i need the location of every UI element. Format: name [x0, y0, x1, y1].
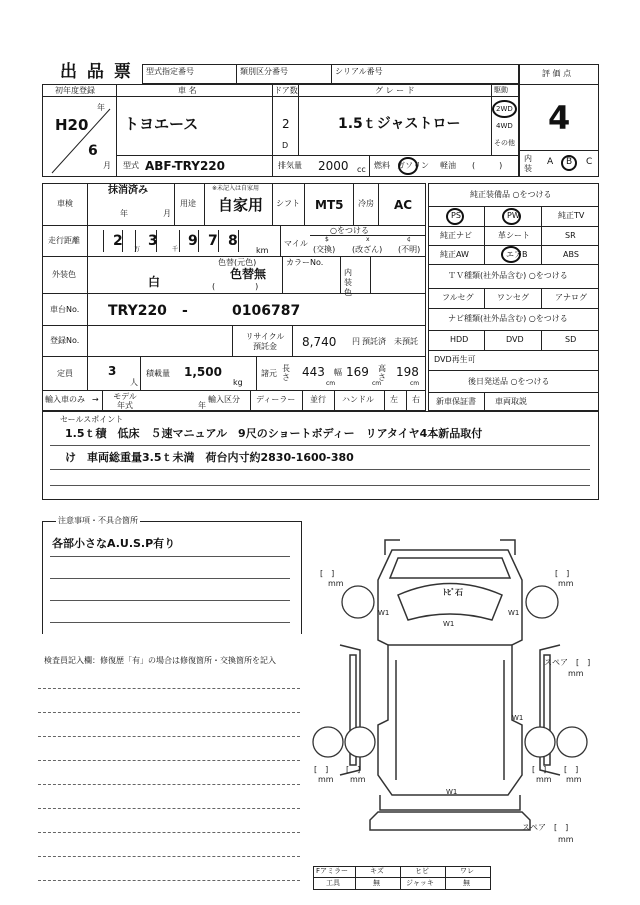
import-label: 輸入車のみ [45, 395, 85, 404]
mm-front-right: mm [558, 579, 574, 588]
recycle-value: 8,740 [302, 335, 337, 349]
usage-value: 自家用 [218, 196, 264, 214]
opt-abs: ABS [563, 250, 579, 259]
notes-label: 注意事項・不具合箇所 [58, 516, 138, 525]
navi-dvd: DVD [506, 335, 524, 344]
interior-c: C [586, 157, 593, 167]
import-category-label: 輸入区分 [208, 395, 240, 404]
color-change-value: 色替無 [230, 267, 267, 281]
w1-front-left: W1 [378, 609, 390, 617]
mileage-digit-2: 3 [148, 233, 158, 249]
notes-line1: 各部小さなA.U.S.P有り [52, 537, 176, 550]
eq-r2-c1: 工具 [326, 879, 340, 887]
navi-title: ナビ種類(社外品含む) ○をつける [448, 314, 568, 323]
mileage-digit-1: 2 [113, 233, 123, 249]
import-parallel: 並行 [310, 395, 326, 404]
load-value: 1,500 [184, 365, 222, 379]
category-box [236, 64, 332, 84]
mileage-unit: km [256, 246, 269, 255]
chassis-prefix: TRY220 [108, 303, 167, 319]
eq-r1-c2: キズ [370, 867, 384, 875]
opt-tv: 純正TV [558, 211, 585, 220]
dims-wid-value: 169 [346, 365, 369, 379]
mm-rear-right2: mm [566, 775, 582, 784]
import-model-year: モデル年式 [113, 392, 137, 410]
opt-airbag: エアB [506, 250, 528, 259]
mileage-label: 走行距離 [48, 236, 80, 245]
reg-no-label: 登録No. [50, 336, 80, 345]
svg-text:[ ]: [ ] [555, 569, 570, 578]
opt-airbag-circle [501, 246, 521, 263]
svg-text:[ ]: [ ] [314, 765, 329, 774]
opt-pw: PW [507, 211, 520, 220]
import-left: 左 [390, 395, 398, 404]
mileage-sen: 千 [172, 246, 179, 253]
displacement-value: 2000 [318, 159, 349, 173]
usage-label: 用途 [180, 199, 196, 208]
drive-label: 駆動 [494, 86, 508, 94]
wheel-rear-right-inner [525, 727, 555, 757]
ac-value: AC [394, 198, 413, 212]
first-reg-label: 初年度登録 [55, 86, 95, 95]
wheel-front-right [526, 586, 558, 618]
serial-box [331, 64, 519, 84]
dims-wid-label: 幅 [334, 368, 342, 377]
w1-front-right: W1 [508, 609, 520, 617]
document-title: 出 品 票 [60, 62, 133, 82]
navi-hdd: HDD [450, 335, 469, 344]
w1-windshield: W1 [443, 620, 455, 628]
model-label: 型式 [123, 161, 139, 170]
opt-leather: 革シート [498, 231, 530, 240]
recycle-status2: 未預託 [394, 337, 418, 346]
mile-opt-unknown: (不明) [398, 245, 421, 254]
car-name-value: トヨエース [124, 115, 199, 133]
eq-r2-c4: 無 [463, 879, 470, 887]
svg-text:[ ]: [ ] [576, 658, 591, 667]
opt-ps-circle [446, 208, 464, 225]
dims-hgt-label: 高さ [378, 364, 386, 382]
w1-rear-right: W1 [512, 714, 524, 722]
usage-note: ※未記入は自家用 [212, 185, 260, 192]
color-label: 外装色 [52, 270, 76, 279]
type-cert-box [142, 64, 237, 84]
recycle-unit: 円 [352, 337, 360, 346]
eq-r2-c2: 無 [373, 879, 380, 887]
spare-top-label: スペア [544, 658, 568, 667]
year-unit: 年 [97, 103, 105, 112]
drive-other: その他 [494, 139, 515, 147]
opt-aw: 純正AW [440, 250, 469, 259]
interior-a: A [547, 157, 554, 167]
drive-2wd-circle [492, 100, 517, 118]
interior-label: 内装 [524, 154, 532, 173]
mm-spare-top: mm [568, 669, 584, 678]
dims-len-unit: cm [326, 380, 336, 387]
mm-rear-left2: mm [350, 775, 366, 784]
selling-label: セールスポイント [60, 415, 124, 424]
serial-label: シリアル番号 [335, 67, 383, 76]
later-manual: 車両取説 [495, 397, 527, 406]
wheel-rear-right-outer [557, 727, 587, 757]
tv-title: ＴＶ種類(社外品含む) ○をつける [448, 271, 568, 280]
category-label: 類別区分番号 [240, 67, 288, 76]
ac-label: 冷房 [358, 199, 374, 208]
displacement-label: 排気量 [278, 161, 302, 170]
selling-line1: 1.5ｔ積 低床 ５速マニュアル 9尺のショートボディー リアタイヤ4本新品取付 [65, 427, 483, 440]
recycle-label: リサイクル預託金 [245, 332, 285, 351]
opt-navi: 純正ナビ [440, 231, 472, 240]
interior-b-circle [561, 155, 577, 171]
color-no-label: カラーNo. [286, 258, 324, 267]
fuel-label: 燃料 [374, 161, 390, 170]
inspection-value: 抹消済み [108, 185, 148, 196]
import-dealer: ディーラー [256, 395, 296, 404]
chassis-dash: - [182, 303, 188, 319]
eq-r2-c3: ジャッキ [406, 879, 434, 887]
doors-sub: D [282, 141, 289, 150]
svg-text:[ ]: [ ] [532, 765, 547, 774]
selling-line2: け 車両総重量3.5ｔ未満 荷台内寸約2830-1600-380 [65, 451, 354, 464]
mile-opt-tamper: (改ざん) [352, 245, 383, 254]
load-label: 積載量 [146, 369, 170, 378]
score-label: 評 価 点 [542, 69, 572, 78]
options-title: 純正装備品 ○をつける [470, 190, 552, 199]
month-unit: 月 [103, 161, 111, 170]
chassis-number: 0106787 [232, 303, 301, 319]
interior-b: B [566, 157, 573, 167]
eq-r1-c3: ヒビ [415, 867, 429, 875]
color-value: 白 [148, 275, 161, 289]
stone-chip-label: ﾄﾋﾞ石 [443, 588, 463, 597]
import-right: 右 [412, 395, 420, 404]
mile-label: マイル [284, 239, 308, 248]
doors-value: 2 [282, 117, 290, 131]
w1-rear: W1 [446, 788, 458, 796]
later-title: 後日発送品 ○をつける [468, 377, 550, 386]
first-reg-era: H20 [55, 116, 89, 134]
type-cert-label: 型式指定番号 [146, 67, 194, 76]
wheel-front-left [342, 586, 374, 618]
shift-label: シフト [276, 199, 300, 208]
fuel-paren: ( ) [472, 161, 503, 170]
mileage-digit-4: 7 [208, 233, 218, 249]
dvd-play: DVD再生可 [434, 355, 476, 364]
mile-opt-exchange-sym: $ [325, 236, 329, 243]
model-value: ABF-TRY220 [145, 159, 225, 173]
mileage-digit-3: 9 [188, 233, 198, 249]
dims-hgt-value: 198 [396, 365, 419, 379]
svg-text:[ ]: [ ] [554, 823, 569, 832]
mm-rear-left1: mm [318, 775, 334, 784]
mm-spare-bottom: mm [558, 835, 574, 844]
dims-len-value: 443 [302, 365, 325, 379]
color-change-paren: ( ) [212, 282, 259, 291]
inspection-label: 車検 [57, 199, 73, 208]
mile-opts-title: ○をつける [330, 226, 369, 235]
capacity-value: 3 [108, 364, 117, 378]
interior-color-label: 内装色 [344, 268, 352, 297]
wheel-rear-left-outer [313, 727, 343, 757]
color-change-label: 色替(元色) [218, 258, 257, 267]
mileage-man: 万 [134, 246, 141, 253]
chassis-label: 車台No. [50, 305, 80, 314]
mile-opt-unknown-sym: ¢ [407, 236, 411, 243]
first-reg-month: 6 [88, 143, 98, 159]
fuel-circle [398, 157, 418, 175]
tv-oneseg: ワンセグ [497, 293, 529, 302]
mile-opt-tamper-sym: x [366, 236, 370, 243]
doors-label: ドア数 [274, 86, 298, 95]
opt-ps: PS [451, 211, 461, 220]
inspection-month: 月 [163, 209, 171, 218]
import-handle-label: ハンドル [342, 395, 374, 404]
import-year: 年 [198, 401, 206, 410]
shift-value: MT5 [315, 198, 344, 212]
eq-r1-c4: ワレ [460, 867, 474, 875]
svg-text:[ ]: [ ] [346, 765, 361, 774]
grade-value: 1.5ｔジャストロー [338, 116, 461, 132]
dims-label: 諸元 [261, 369, 277, 378]
mileage-digit-5: 8 [228, 233, 238, 249]
wheel-rear-left-inner [345, 727, 375, 757]
score-value: 4 [548, 99, 571, 137]
svg-text:[ ]: [ ] [320, 569, 335, 578]
recycle-status1: 預託済 [362, 337, 386, 346]
svg-text:[ ]: [ ] [564, 765, 579, 774]
drive-2wd: 2WD [496, 105, 513, 113]
fuel-diesel: 軽油 [440, 161, 456, 170]
dims-wid-unit: cm [372, 380, 382, 387]
navi-sd: SD [565, 335, 577, 344]
dims-len-label: 長さ [282, 364, 290, 382]
car-diagram [300, 520, 600, 860]
fuel-gasoline: ガソリン [397, 161, 429, 170]
dims-hgt-unit: cm [410, 380, 420, 387]
mm-rear-right1: mm [536, 775, 552, 784]
import-arrow: → [92, 395, 99, 404]
capacity-label: 定員 [57, 369, 73, 378]
mile-opt-exchange: (交換) [313, 245, 336, 254]
tv-fullseg: フルセグ [442, 293, 474, 302]
capacity-unit: 人 [130, 378, 138, 387]
opt-sr: SR [565, 231, 576, 240]
tv-analog: アナログ [555, 293, 587, 302]
car-name-label: 車 名 [178, 86, 197, 95]
displacement-unit: cc [357, 165, 366, 174]
opt-pw-circle [502, 208, 521, 225]
later-warranty: 新車保証書 [436, 397, 476, 406]
drive-4wd: 4WD [496, 122, 513, 130]
grade-label: グ レ ー ド [375, 86, 415, 95]
inspection-year: 年 [120, 209, 128, 218]
eq-r1-c1: Fアミラー [316, 867, 349, 875]
spare-bottom-label: スペア [522, 823, 546, 832]
mm-front-left: mm [328, 579, 344, 588]
load-unit: kg [233, 378, 243, 387]
inspector-label: 検査員記入欄：修復歴「有」の場合は修復箇所・交換箇所を記入 [44, 656, 276, 665]
